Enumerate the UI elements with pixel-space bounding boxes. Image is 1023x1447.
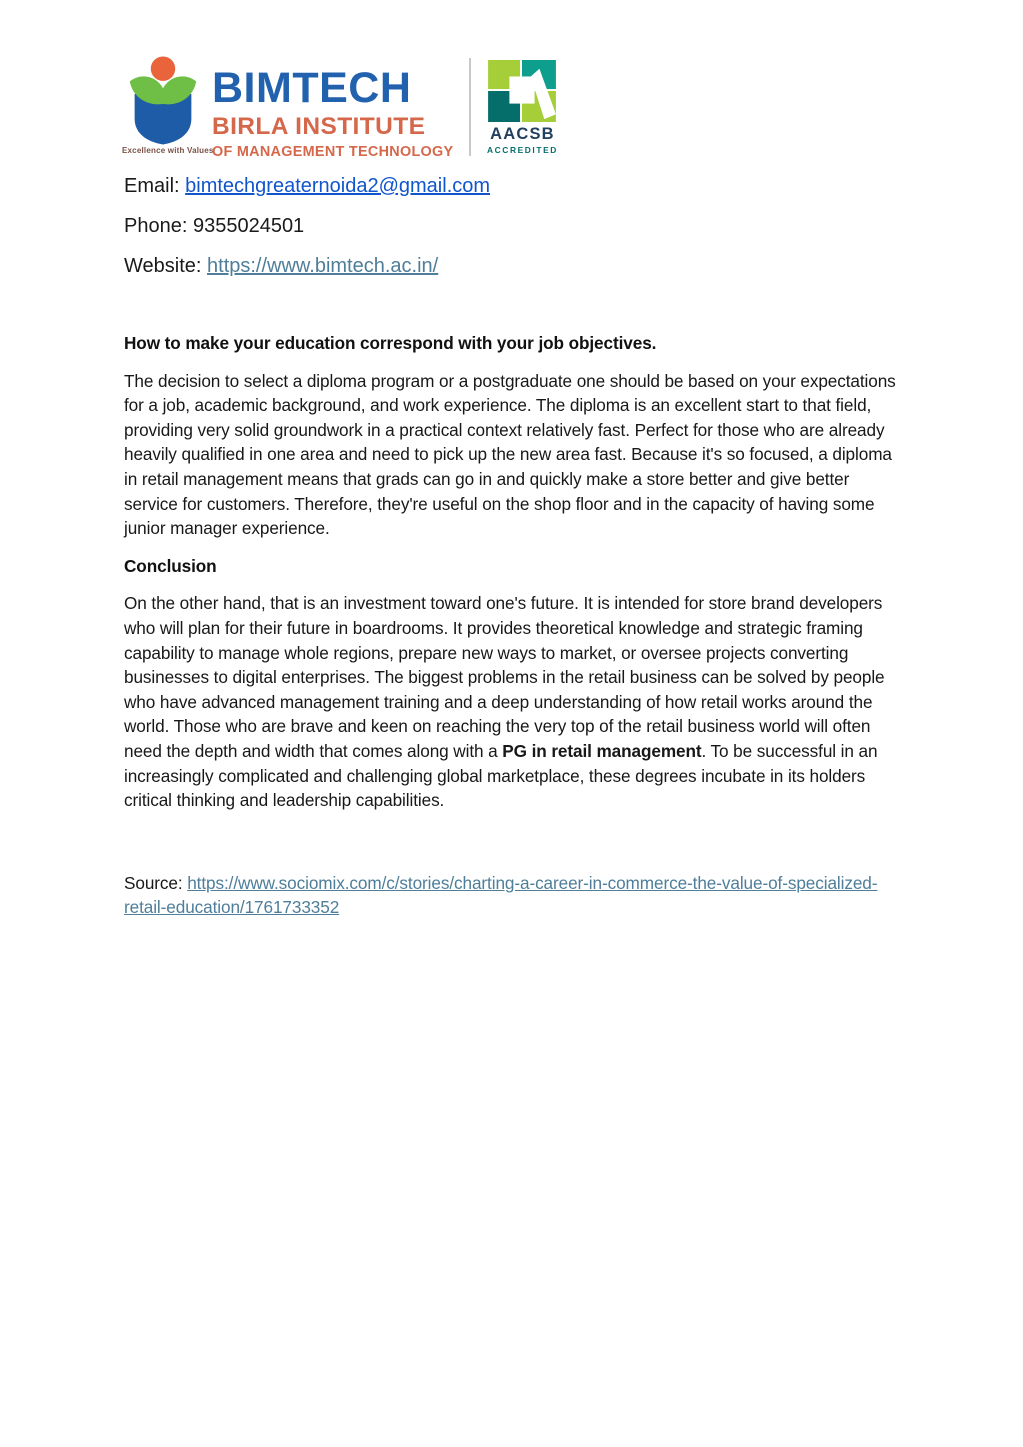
- paragraph-2-text-end: . To be successful in an increasingly complicated and challenging global marketplace, these degrees incubate in its holders critical thinking and leadership capabilities.: [124, 740, 878, 811]
- email-link[interactable]: bimtechgreaternoida2@gmail.com: [185, 175, 491, 197]
- brand-text-block: [212, 55, 453, 159]
- source-line: [124, 871, 906, 920]
- brand-subtitle-1: BIRLA INSTITUTE: [212, 113, 426, 140]
- contact-block: [124, 173, 490, 293]
- website-link[interactable]: https://www.bimtech.ac.in/: [207, 255, 439, 277]
- aacsb-accredited-label: ACCREDITED: [487, 144, 558, 155]
- phone-line: [124, 213, 490, 239]
- article-heading: How to make your education correspond with your job objectives.: [124, 333, 657, 353]
- aacsb-name: AACSB: [490, 125, 555, 143]
- source-link[interactable]: https://www.sociomix.com/c/stories/charting-a-career-in-commerce-the-value-of-specialized-retail-education/1761733352: [124, 872, 878, 918]
- bimtech-logo: [122, 55, 561, 159]
- bimtech-emblem: [122, 55, 214, 155]
- article-body: [124, 331, 906, 920]
- brand-subtitle-2: OF MANAGEMENT TECHNOLOGY: [212, 143, 454, 160]
- email-line: [124, 173, 490, 199]
- aacsb-badge: [483, 55, 561, 154]
- paragraph-2-text: On the other hand, that is an investment toward one's future. It is intended for store brand developers who will plan for their future in boardrooms. It provides theoretical knowledge and strategic framing capability to manage whole regions, prepare new ways to market, or oversee projects converting businesses to digital enterprises. The biggest problems in the retail business can be solved by people who have advanced management training and a deep understanding of how retail works around the world. Those who are brave and keen on reaching the very top of the retail business world will often need the depth and width that comes along with a: [124, 593, 885, 761]
- aacsb-logo-icon: [488, 60, 556, 122]
- paragraph-2-bold-phrase: PG in retail management: [502, 740, 702, 761]
- paragraph-1: The decision to select a diploma program or a postgraduate one should be based on your expectations for a job, academic background, and work experience. The diploma is an excellent start to that field, providing very solid groundwork in a practical context relatively fast. Perfect for those who are already heavily qualified in one area and need to pick up the new area fast. Because it's so focused, a diploma in retail management means that grads can go in and quickly make a store better and give better service for customers. Therefore, they're useful on the shop floor and in the capacity of having some junior manager experience.: [124, 370, 896, 539]
- paragraph-2: [124, 591, 906, 812]
- phone-value: 9355024501: [192, 215, 305, 237]
- bimtech-emblem-icon: [125, 55, 201, 145]
- email-label: Email:: [124, 175, 180, 197]
- emblem-tagline: Excellence with Values: [122, 146, 214, 155]
- website-label: Website:: [124, 255, 202, 277]
- logo-divider: [469, 58, 471, 156]
- phone-label: Phone:: [124, 215, 188, 237]
- source-label: Source:: [124, 872, 188, 893]
- brand-name: BIMTECH: [212, 64, 412, 112]
- conclusion-heading: Conclusion: [124, 555, 217, 576]
- website-line: [124, 253, 490, 279]
